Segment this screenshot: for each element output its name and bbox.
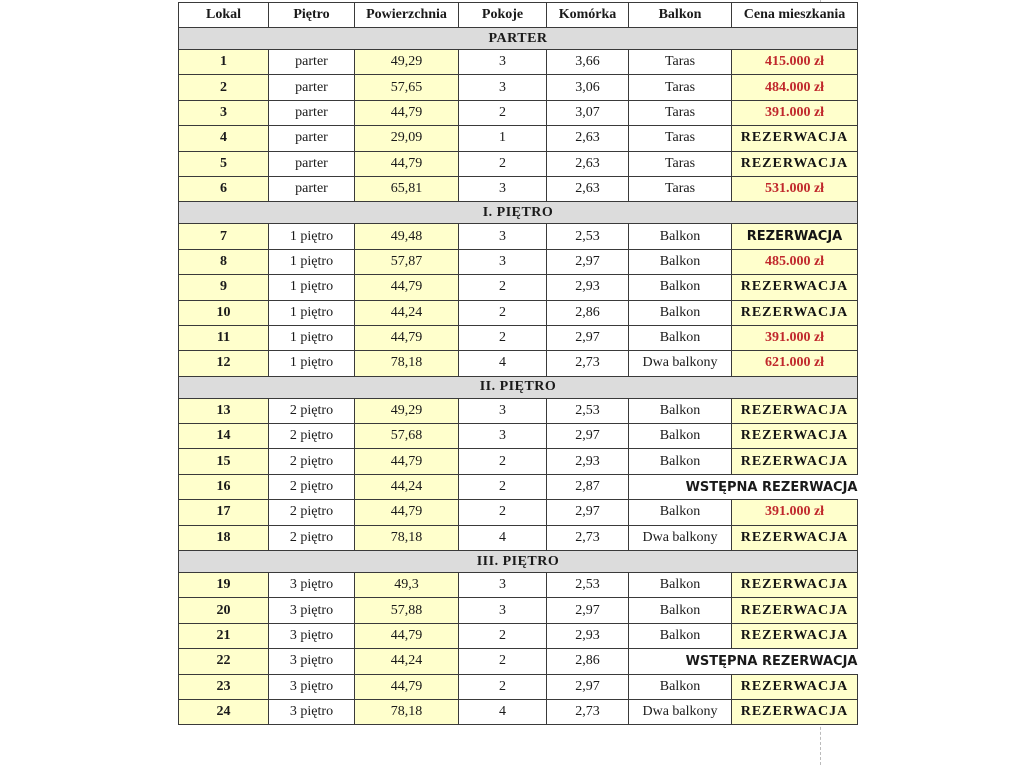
cell-komorka: 2,97: [547, 325, 629, 350]
cell-cena: [732, 325, 858, 350]
table-row: [179, 50, 858, 75]
cell-komorka: 2,53: [547, 224, 629, 249]
cell-komorka: 2,53: [547, 398, 629, 423]
cell-pokoje: 3: [459, 176, 547, 201]
cell-cena-preliminary: WSTĘPNA REZERWACJA: [629, 474, 858, 499]
price-value: 391.000 zł: [764, 504, 825, 520]
reservation-badge: REZERWACJA: [740, 577, 849, 593]
cell-komorka: 2,73: [547, 351, 629, 376]
table-row: [179, 449, 858, 474]
cell-cena: [732, 449, 858, 474]
cell-powierzchnia: 49,48: [355, 224, 459, 249]
cell-balkon: Taras: [629, 75, 732, 100]
table-row: [179, 275, 858, 300]
cell-balkon: Balkon: [629, 573, 732, 598]
cell-pietro: 1 piętro: [269, 351, 355, 376]
cell-powierzchnia: 44,79: [355, 275, 459, 300]
cell-cena: [732, 500, 858, 525]
cell-lokal: 10: [179, 300, 269, 325]
reservation-badge: REZERWACJA: [740, 678, 849, 694]
cell-pokoje: 2: [459, 649, 547, 674]
cell-pokoje: 3: [459, 50, 547, 75]
cell-cena: [732, 424, 858, 449]
cell-komorka: 2,93: [547, 623, 629, 648]
cell-balkon: Taras: [629, 126, 732, 151]
cell-pokoje: 3: [459, 75, 547, 100]
cell-komorka: 2,86: [547, 649, 629, 674]
cell-powierzchnia: 49,29: [355, 50, 459, 75]
price-value: 621.000 zł: [764, 355, 825, 371]
cell-komorka: 2,93: [547, 275, 629, 300]
header-pokoje: Pokoje: [459, 3, 547, 28]
section-row: [179, 202, 858, 224]
cell-pokoje: 2: [459, 151, 547, 176]
cell-pokoje: 2: [459, 674, 547, 699]
cell-powierzchnia: 57,87: [355, 249, 459, 274]
cell-pietro: 1 piętro: [269, 325, 355, 350]
cell-powierzchnia: 44,79: [355, 151, 459, 176]
cell-cena: [732, 674, 858, 699]
cell-lokal: 11: [179, 325, 269, 350]
table-row: [179, 573, 858, 598]
cell-powierzchnia: 44,24: [355, 300, 459, 325]
cell-pokoje: 2: [459, 275, 547, 300]
cell-lokal: 3: [179, 100, 269, 125]
cell-balkon: Taras: [629, 151, 732, 176]
table-row: [179, 623, 858, 648]
section-row: [179, 551, 858, 573]
cell-pokoje: 4: [459, 525, 547, 550]
cell-cena: [732, 699, 858, 724]
cell-komorka: 2,53: [547, 573, 629, 598]
cell-powierzchnia: 29,09: [355, 126, 459, 151]
cell-pokoje: 3: [459, 598, 547, 623]
cell-pietro: 2 piętro: [269, 424, 355, 449]
cell-cena: [732, 300, 858, 325]
cell-lokal: 6: [179, 176, 269, 201]
cell-pietro: parter: [269, 75, 355, 100]
table-row: [179, 474, 858, 499]
price-value: 531.000 zł: [764, 181, 825, 197]
cell-balkon: Balkon: [629, 424, 732, 449]
table-row: [179, 674, 858, 699]
cell-balkon: Dwa balkony: [629, 525, 732, 550]
cell-pokoje: 2: [459, 100, 547, 125]
cell-pietro: 2 piętro: [269, 398, 355, 423]
cell-lokal: 4: [179, 126, 269, 151]
table-row: [179, 424, 858, 449]
cell-balkon: Balkon: [629, 249, 732, 274]
cell-komorka: 2,93: [547, 449, 629, 474]
cell-cena: [732, 525, 858, 550]
cell-powierzchnia: 44,79: [355, 674, 459, 699]
reservation-badge: REZERWACJA: [740, 304, 849, 320]
cell-pokoje: 2: [459, 623, 547, 648]
cell-cena: [732, 126, 858, 151]
cell-cena: [732, 176, 858, 201]
cell-komorka: 3,06: [547, 75, 629, 100]
cell-pokoje: 1: [459, 126, 547, 151]
cell-balkon: Balkon: [629, 623, 732, 648]
price-value: 484.000 zł: [764, 79, 825, 95]
cell-cena: [732, 50, 858, 75]
cell-komorka: 2,97: [547, 500, 629, 525]
cell-pokoje: 3: [459, 398, 547, 423]
table-row: [179, 300, 858, 325]
cell-pokoje: 2: [459, 300, 547, 325]
cell-komorka: 3,66: [547, 50, 629, 75]
cell-komorka: 2,97: [547, 249, 629, 274]
cell-pokoje: 3: [459, 224, 547, 249]
cell-powierzchnia: 78,18: [355, 351, 459, 376]
cell-komorka: 3,07: [547, 100, 629, 125]
cell-powierzchnia: 57,68: [355, 424, 459, 449]
price-value: 391.000 zł: [764, 330, 825, 346]
table-row: [179, 649, 858, 674]
cell-cena: [732, 249, 858, 274]
price-value: 391.000 zł: [764, 104, 825, 120]
table-row: [179, 525, 858, 550]
cell-komorka: 2,73: [547, 699, 629, 724]
cell-pokoje: 4: [459, 699, 547, 724]
cell-lokal: 22: [179, 649, 269, 674]
cell-powierzchnia: 44,24: [355, 649, 459, 674]
cell-balkon: Balkon: [629, 224, 732, 249]
header-row: [179, 3, 858, 28]
cell-balkon: Taras: [629, 100, 732, 125]
cell-cena: [732, 75, 858, 100]
table-row: [179, 126, 858, 151]
header-powierzchnia: Powierzchnia: [355, 3, 459, 28]
cell-balkon: Dwa balkony: [629, 351, 732, 376]
reservation-badge: REZERWACJA: [740, 704, 849, 720]
section-title: PARTER: [179, 28, 858, 50]
cell-pokoje: 2: [459, 474, 547, 499]
cell-pietro: 2 piętro: [269, 500, 355, 525]
cell-lokal: 2: [179, 75, 269, 100]
reservation-badge: REZERWACJA: [746, 228, 843, 244]
table-row: [179, 176, 858, 201]
cell-pietro: 2 piętro: [269, 525, 355, 550]
apartment-table: [178, 2, 858, 725]
table-row: [179, 151, 858, 176]
table-row: [179, 100, 858, 125]
cell-pietro: 2 piętro: [269, 449, 355, 474]
section-title: III. PIĘTRO: [179, 551, 858, 573]
cell-powierzchnia: 44,79: [355, 500, 459, 525]
table-row: [179, 699, 858, 724]
cell-lokal: 13: [179, 398, 269, 423]
cell-pietro: 3 piętro: [269, 674, 355, 699]
cell-balkon: Balkon: [629, 398, 732, 423]
price-value: 485.000 zł: [764, 253, 825, 269]
cell-lokal: 8: [179, 249, 269, 274]
cell-lokal: 21: [179, 623, 269, 648]
cell-komorka: 2,97: [547, 674, 629, 699]
header-komorka: Komórka: [547, 3, 629, 28]
cell-balkon: Balkon: [629, 275, 732, 300]
cell-cena-preliminary: WSTĘPNA REZERWACJA: [629, 649, 858, 674]
cell-cena: [732, 573, 858, 598]
table-row: [179, 351, 858, 376]
cell-pietro: 3 piętro: [269, 649, 355, 674]
cell-lokal: 17: [179, 500, 269, 525]
cell-lokal: 12: [179, 351, 269, 376]
cell-pokoje: 4: [459, 351, 547, 376]
cell-cena: [732, 224, 858, 249]
section-title: II. PIĘTRO: [179, 376, 858, 398]
cell-cena: [732, 275, 858, 300]
cell-pietro: 1 piętro: [269, 275, 355, 300]
cell-lokal: 24: [179, 699, 269, 724]
cell-lokal: 20: [179, 598, 269, 623]
cell-powierzchnia: 44,79: [355, 449, 459, 474]
table-row: [179, 598, 858, 623]
cell-pietro: 3 piętro: [269, 623, 355, 648]
cell-balkon: Taras: [629, 176, 732, 201]
cell-komorka: 2,97: [547, 598, 629, 623]
header-cena: Cena mieszkania: [732, 3, 858, 28]
reservation-badge: REZERWACJA: [740, 130, 849, 146]
cell-cena: [732, 100, 858, 125]
cell-cena: [732, 351, 858, 376]
reservation-badge: REZERWACJA: [740, 428, 849, 444]
cell-powierzchnia: 49,29: [355, 398, 459, 423]
cell-lokal: 15: [179, 449, 269, 474]
cell-powierzchnia: 78,18: [355, 699, 459, 724]
cell-balkon: Balkon: [629, 674, 732, 699]
cell-pietro: parter: [269, 151, 355, 176]
header-balkon: Balkon: [629, 3, 732, 28]
cell-powierzchnia: 44,79: [355, 325, 459, 350]
cell-balkon: Balkon: [629, 300, 732, 325]
header-lokal: Lokal: [179, 3, 269, 28]
cell-lokal: 9: [179, 275, 269, 300]
cell-pokoje: 3: [459, 249, 547, 274]
cell-komorka: 2,63: [547, 126, 629, 151]
cell-komorka: 2,97: [547, 424, 629, 449]
cell-pietro: 1 piętro: [269, 249, 355, 274]
reservation-badge: REZERWACJA: [740, 628, 849, 643]
cell-pokoje: 2: [459, 325, 547, 350]
cell-pietro: parter: [269, 50, 355, 75]
cell-pietro: parter: [269, 100, 355, 125]
cell-balkon: Balkon: [629, 449, 732, 474]
cell-pokoje: 3: [459, 424, 547, 449]
cell-powierzchnia: 44,24: [355, 474, 459, 499]
cell-pietro: 1 piętro: [269, 224, 355, 249]
table-row: [179, 398, 858, 423]
cell-pokoje: 2: [459, 500, 547, 525]
reservation-badge: REZERWACJA: [740, 453, 849, 469]
cell-powierzchnia: 57,65: [355, 75, 459, 100]
cell-komorka: 2,87: [547, 474, 629, 499]
cell-cena: [732, 598, 858, 623]
cell-lokal: 19: [179, 573, 269, 598]
section-row: [179, 376, 858, 398]
cell-powierzchnia: 65,81: [355, 176, 459, 201]
cell-lokal: 16: [179, 474, 269, 499]
table-row: [179, 75, 858, 100]
cell-lokal: 18: [179, 525, 269, 550]
header-pietro: Piętro: [269, 3, 355, 28]
cell-pokoje: 2: [459, 449, 547, 474]
cell-komorka: 2,86: [547, 300, 629, 325]
cell-komorka: 2,73: [547, 525, 629, 550]
section-row: [179, 28, 858, 50]
cell-pietro: parter: [269, 126, 355, 151]
cell-powierzchnia: 57,88: [355, 598, 459, 623]
cell-powierzchnia: 49,3: [355, 573, 459, 598]
reservation-badge: REZERWACJA: [740, 279, 849, 295]
cell-powierzchnia: 78,18: [355, 525, 459, 550]
cell-balkon: Balkon: [629, 598, 732, 623]
reservation-badge: REZERWACJA: [740, 155, 849, 171]
cell-balkon: Taras: [629, 50, 732, 75]
section-title: I. PIĘTRO: [179, 202, 858, 224]
cell-komorka: 2,63: [547, 176, 629, 201]
cell-pietro: 3 piętro: [269, 699, 355, 724]
table-row: [179, 224, 858, 249]
cell-pokoje: 3: [459, 573, 547, 598]
table-row: [179, 325, 858, 350]
cell-komorka: 2,63: [547, 151, 629, 176]
table-row: [179, 249, 858, 274]
reservation-badge: REZERWACJA: [740, 402, 849, 418]
cell-lokal: 1: [179, 50, 269, 75]
cell-lokal: 23: [179, 674, 269, 699]
reservation-badge: REZERWACJA: [740, 529, 849, 545]
cell-balkon: Balkon: [629, 325, 732, 350]
reservation-badge: REZERWACJA: [740, 602, 849, 618]
cell-pietro: 2 piętro: [269, 474, 355, 499]
cell-lokal: 5: [179, 151, 269, 176]
cell-lokal: 7: [179, 224, 269, 249]
cell-balkon: Balkon: [629, 500, 732, 525]
cell-pietro: 3 piętro: [269, 573, 355, 598]
cell-pietro: 1 piętro: [269, 300, 355, 325]
cell-pietro: parter: [269, 176, 355, 201]
cell-cena: [732, 398, 858, 423]
cell-powierzchnia: 44,79: [355, 100, 459, 125]
cell-powierzchnia: 44,79: [355, 623, 459, 648]
cell-cena: [732, 151, 858, 176]
table-body: [179, 28, 858, 725]
table-row: [179, 500, 858, 525]
cell-balkon: Dwa balkony: [629, 699, 732, 724]
cell-cena: [732, 623, 858, 648]
price-value: 415.000 zł: [764, 54, 825, 70]
cell-lokal: 14: [179, 424, 269, 449]
apartment-price-list: [178, 2, 857, 725]
cell-pietro: 3 piętro: [269, 598, 355, 623]
